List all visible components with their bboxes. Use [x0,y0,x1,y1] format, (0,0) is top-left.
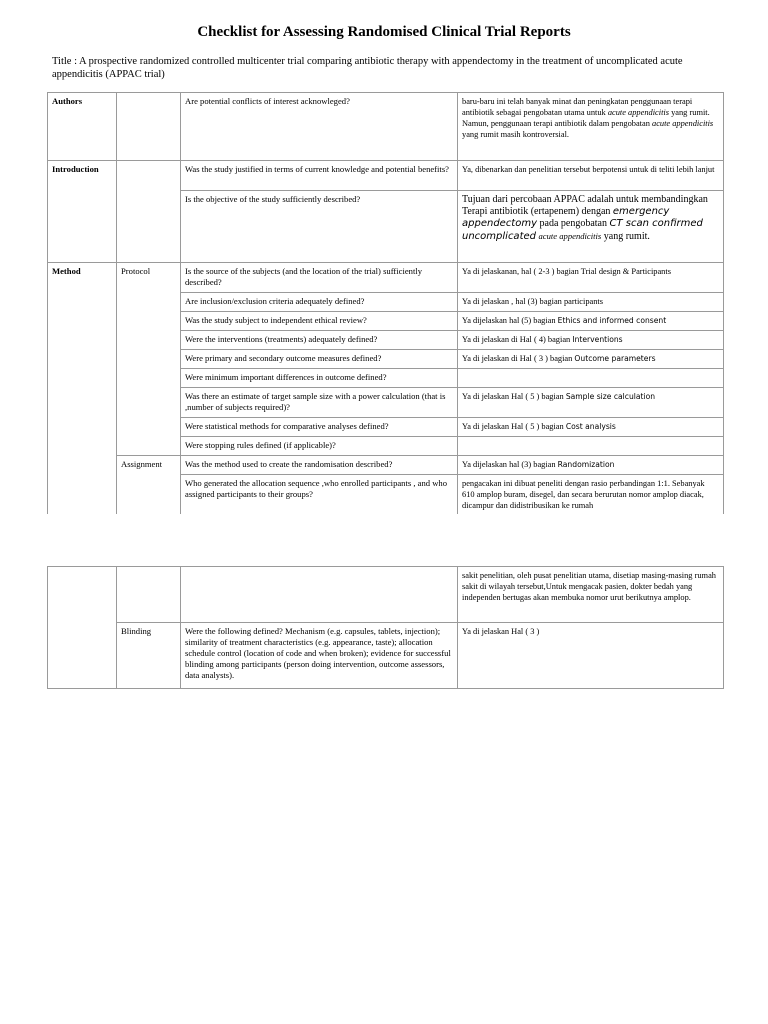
answer-cell: pengacakan ini dibuat peneliti dengan rasio perbandingan 1:1. Sebanyak 610 amplop buram, disegel, dan secara berurutan nomor amplop diacak, dicampur dan didistribusikan ke rumah [458,475,724,525]
answer-cell [458,312,724,331]
answer-text: Randomization [557,460,615,469]
answer-cell [458,331,724,350]
answer-text: Interventions [572,335,623,344]
page-break [0,514,768,566]
question-cell: Are inclusion/exclusion criteria adequately defined? [181,293,458,312]
answer-cell [458,437,724,456]
answer-cell: Ya di jelaskanan, hal ( 2-3 ) bagian Trial design & Participants [458,263,724,293]
answer-text: acute appendicitis [652,119,714,128]
answer-text: acute appendicitis [538,231,602,241]
table-row [48,567,724,623]
answer-text: Outcome parameters [574,354,656,363]
question-cell: Is the source of the subjects (and the location of the trial) sufficiently described? [181,263,458,293]
answer-cell: sakit penelitian, oleh pusat penelitian utama, disetiap masing-masing rumah sakit di wilayah tersebut,Untuk mengacak pasien, dokter bedah yang independen bertugas akan membuka nomor urut berikutnya amplop. [458,567,724,623]
answer-cell: Ya, dibenarkan dan penelitian tersebut berpotensi untuk di teliti lebih lanjut [458,161,724,191]
answer-text: Ya di jelaskan di Hal ( 3 ) bagian [462,354,575,363]
section-cell [48,567,117,689]
answer-cell [458,418,724,437]
checklist-table [47,92,724,525]
answer-text: Ya di jelaskan Hal ( 5 ) bagian [462,422,566,431]
page-title: Checklist for Assessing Randomised Clinical Trial Reports [197,24,571,40]
subsection-cell: Protocol [117,263,181,456]
question-cell [181,567,458,623]
answer-text: baru-baru ini telah banyak minat dan peningkatan penggunaan terapi antibiotik sebagai pengobatan utama untuk [462,97,693,117]
question-cell: Were statistical methods for comparative analyses defined? [181,418,458,437]
question-cell: Were stopping rules defined (if applicable)? [181,437,458,456]
answer-text: yang rumit. Namun, penggunaan terapi antibiotik dalam pengobatan [462,108,710,128]
question-cell: Was the study justified in terms of current knowledge and potential benefits? [181,161,458,191]
question-cell: Was the study subject to independent ethical review? [181,312,458,331]
answer-cell [458,388,724,418]
section-cell: Authors [48,93,117,161]
question-cell: Were primary and secondary outcome measures defined? [181,350,458,369]
answer-cell [458,369,724,388]
answer-cell: Ya di jelaskan , hal (3) bagian participants [458,293,724,312]
table-row [48,93,724,161]
answer-text: Tujuan dari percobaan APPAC adalah untuk membandingkan Terapi antibiotik (ertapenem) dengan [462,194,708,217]
subsection-cell [117,567,181,623]
answer-cell: Ya di jelaskan Hal ( 3 ) [458,623,724,689]
answer-text: emergency appendectomy [462,206,670,229]
answer-text: Sample size calculation [565,392,656,401]
answer-cell [458,191,724,263]
answer-text: Ya di jelaskan Hal ( 5 ) bagian [462,392,566,401]
answer-text: Ya di jelaskan di Hal ( 4) bagian [462,335,573,344]
question-cell: Were the interventions (treatments) adequately defined? [181,331,458,350]
table-row [48,623,724,689]
answer-text: acute appendicitis [607,108,669,117]
question-cell: Is the objective of the study sufficiently described? [181,191,458,263]
table-row [48,263,724,293]
answer-cell [458,350,724,369]
answer-cell [458,93,724,161]
answer-text: Ethics and informed consent [557,316,667,325]
answer-text: yang rumit. [601,231,650,242]
answer-text: Ya dijelaskan hal (3) bagian [462,460,558,469]
section-cell: Method [48,263,117,525]
subsection-cell: Blinding [117,623,181,689]
question-cell: Was the method used to create the randomisation described? [181,456,458,475]
answer-text: Ya dijelaskan hal (5) bagian [462,316,558,325]
question-cell: Was there an estimate of target sample size with a power calculation (that is ,number of subjects required)? [181,388,458,418]
question-cell: Who generated the allocation sequence ,who enrolled participants , and who assigned participants to their groups? [181,475,458,525]
answer-cell [458,456,724,475]
study-title: Title : A prospective randomized controlled multicenter trial comparing antibiotic therapy with appendectomy in the treatment of uncomplicated acute appendicitis (APPAC trial) [52,56,683,80]
answer-text: pada pengobatan [537,218,610,229]
table-row [48,161,724,191]
table-row [48,456,724,475]
question-cell: Were the following defined? Mechanism (e.g. capsules, tablets, injection); similarity of treatment characteristics (e.g. appearance, taste); allocation schedule control (location of code and when broken); evidence for successful blinding among participants (person doing intervention, outcome assessors, data analysts). [181,623,458,689]
subsection-cell: Assignment [117,456,181,525]
checklist-table-continued [47,566,724,689]
section-cell: Introduction [48,161,117,263]
subsection-cell [117,93,181,161]
answer-text: CT scan confirmed uncomplicated [462,218,703,242]
question-cell: Were minimum important differences in outcome defined? [181,369,458,388]
answer-text: Cost analysis [565,422,616,431]
answer-text: yang rumit masih kontroversial. [462,130,569,139]
question-cell: Are potential conflicts of interest acknowleged? [181,93,458,161]
subsection-cell [117,161,181,263]
